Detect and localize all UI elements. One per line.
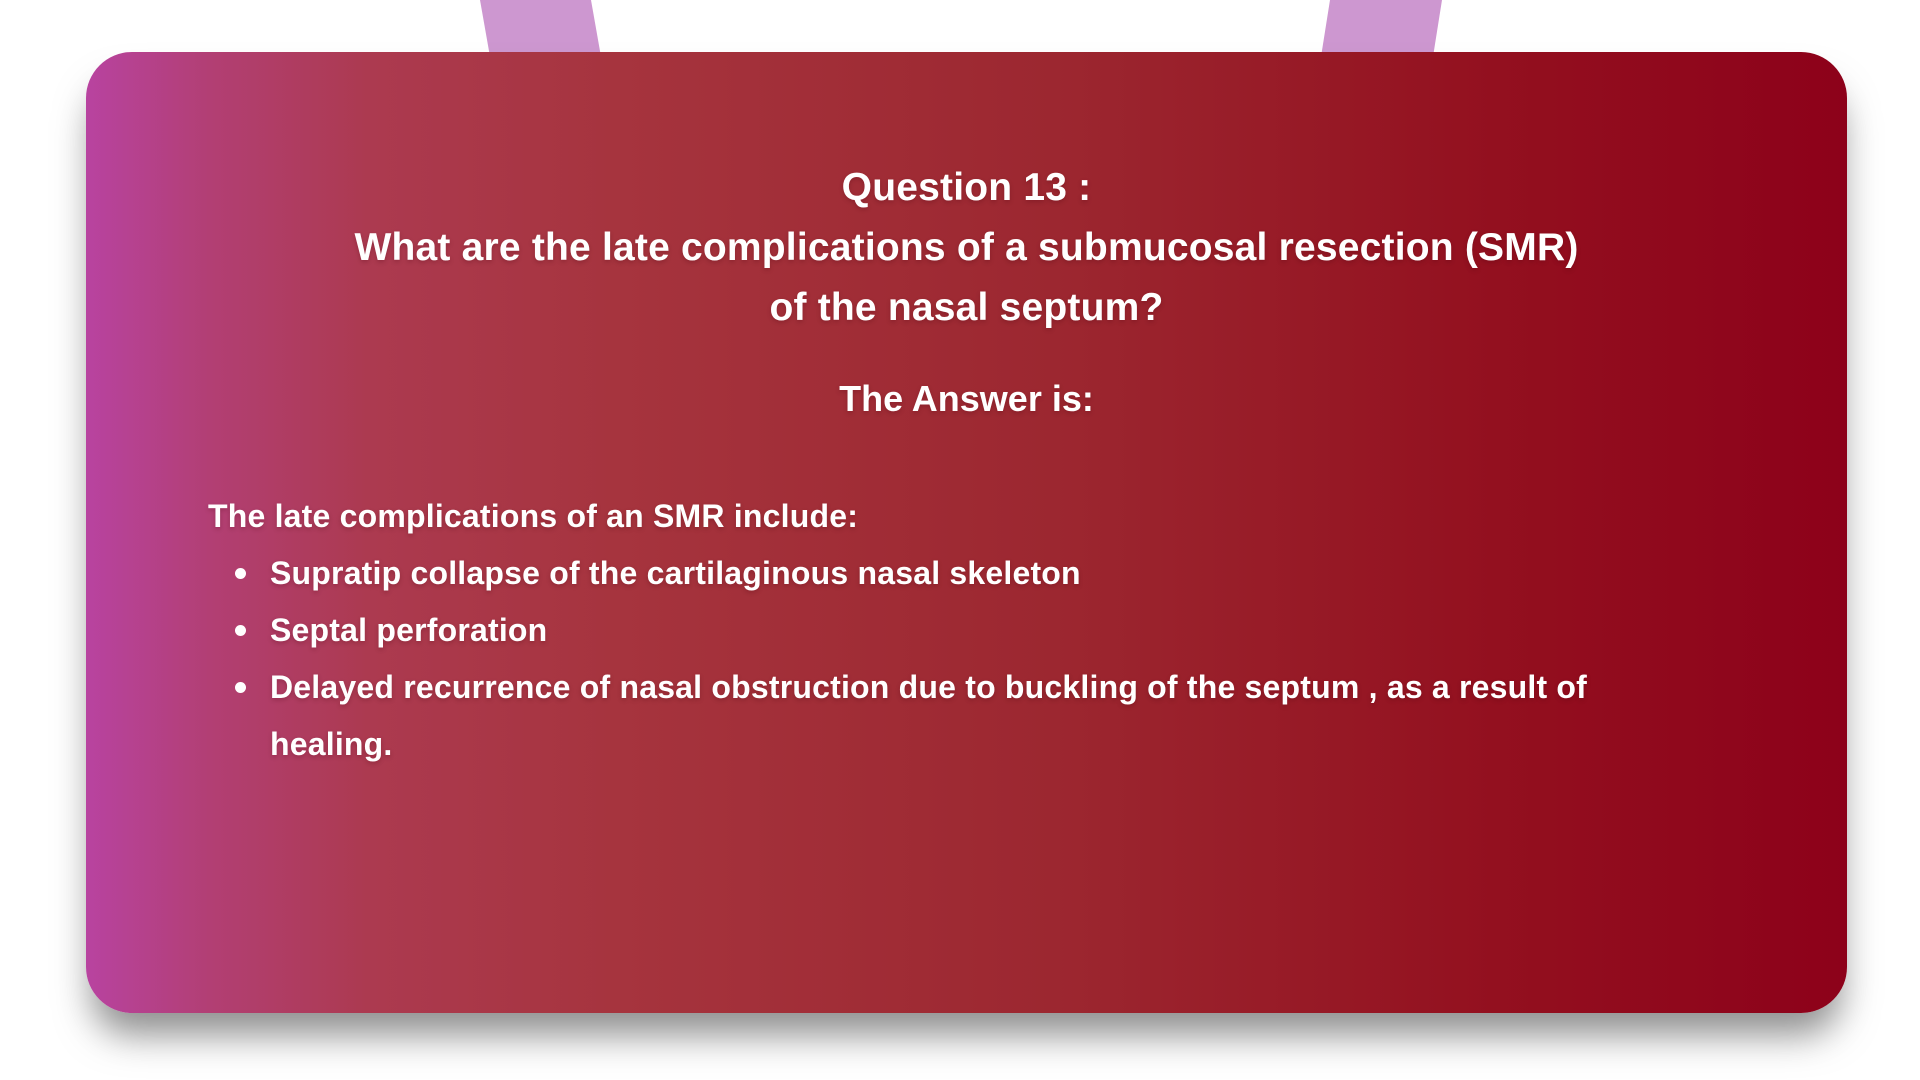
list-item-text: Delayed recurrence of nasal obstruction due to buckling of the septum , as a result of healing. [270,669,1588,762]
bullet-marker-icon [235,568,246,579]
answer-intro: The late complications of an SMR include: [208,498,859,534]
ribbon-strap-right [1320,0,1442,60]
question-number: Question 13 : [841,166,1092,209]
list-item [208,659,1668,773]
list-item [208,545,1668,602]
bullet-marker-icon [235,682,246,693]
ribbon-strap-left [480,0,602,60]
list-item-text: Septal perforation [270,612,548,648]
question-text-line1: What are the late complications of a submucosal resection (SMR) [354,226,1579,269]
complications-list [208,545,1787,773]
answer-body [208,488,1787,773]
question-text-line2: of the nasal septum? [769,286,1164,329]
bullet-marker-icon [235,625,246,636]
flashcard [86,52,1847,1013]
list-item [208,602,1668,659]
question-block [86,158,1847,338]
answer-heading: The Answer is: [839,378,1094,419]
list-item-text: Supratip collapse of the cartilaginous nasal skeleton [270,555,1081,591]
